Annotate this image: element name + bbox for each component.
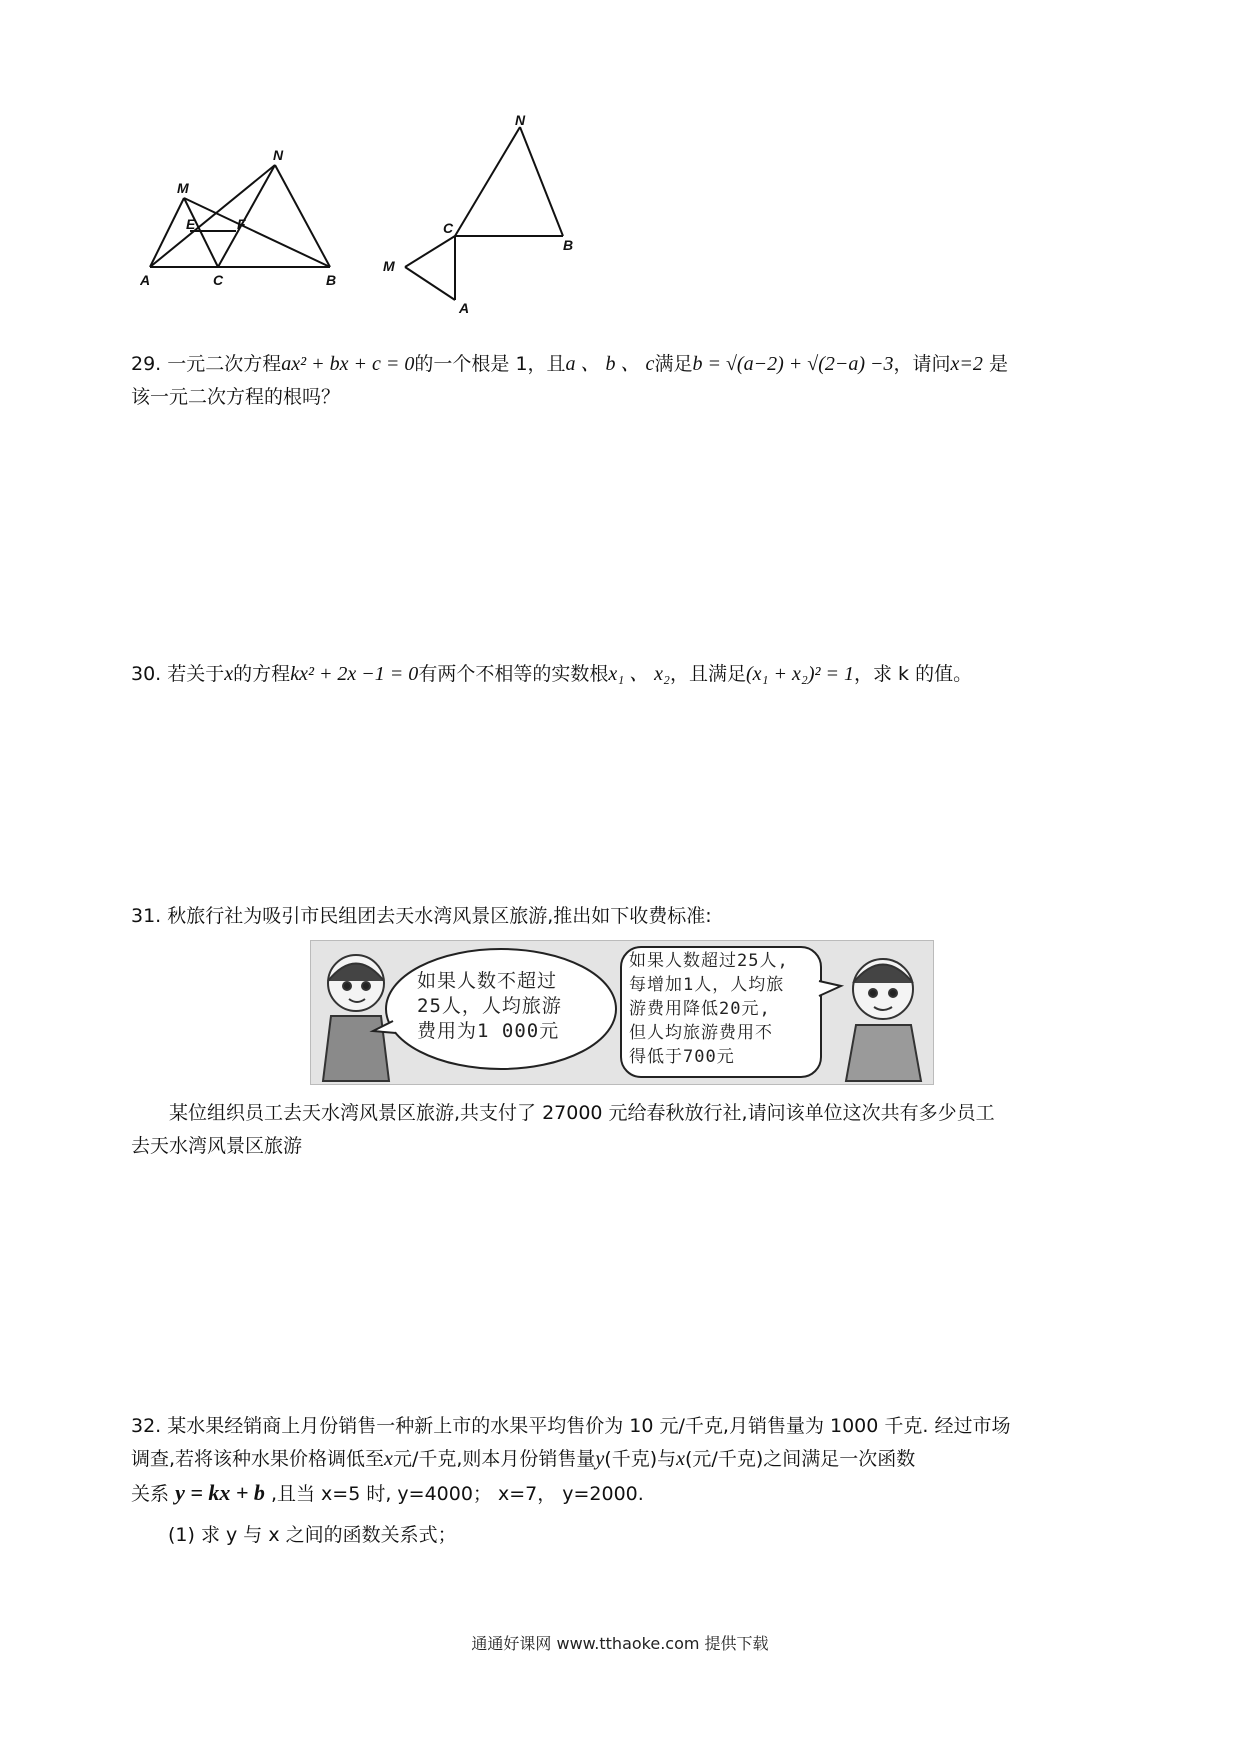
bubble-right-text: 如果人数超过25人, 每增加1人，人均旅 游费用降低20元, 但人均旅游费用不 得低于700元 (629, 951, 789, 1067)
q31-question-line1: 某位组织员工去天水湾风景区旅游,共支付了 27000 元给春秋放行社,请问该单位这次共有多少员工 (169, 1102, 995, 1124)
label-F: F (237, 216, 246, 232)
q29-line2: 该一元二次方程的根吗？ (131, 386, 341, 408)
q32-line2: 调查,若将该种水果价格调低至x元/千克,则本月份销售量y(千克)与x(元/千克)之间满足一次函数 (131, 1448, 916, 1470)
page-footer: 通通好课网 www.tthaoke.com 提供下载 (471, 1634, 769, 1653)
label-C: C (213, 272, 224, 288)
q31-question-line2: 去天水湾风景区旅游 (131, 1135, 303, 1157)
q32-line1: 32. 某水果经销商上月份销售一种新上市的水果平均售价为 10 元/千克,月销售量为 1000 千克. 经过市场 (131, 1415, 1011, 1437)
q32-subquestion-1: (1) 求 y 与 x 之间的函数关系式； (168, 1524, 457, 1546)
question-31-intro: 31. 秋旅行社为吸引市民组团去天水湾风景区旅游,推出如下收费标准: (131, 905, 712, 927)
label-E: E (186, 216, 196, 232)
label-B2: B (563, 237, 574, 253)
figure-left (140, 145, 350, 295)
label-A2: A (459, 300, 470, 315)
q29-line1: 29. 一元二次方程ax² + bx + c = 0的一个根是 1，且a 、 b 、 c满足b = √(a−2) + √(2−a) −3，请问x=2 是 (131, 353, 1008, 375)
pricing-cartoon (310, 940, 934, 1085)
question-31-body (131, 1097, 1121, 1163)
label-M: M (177, 180, 189, 196)
label-B: B (326, 272, 337, 288)
q32-line3: 关系 y = kx + b ,且当 x=5 时, y=4000； x=7， y=2000. (131, 1480, 644, 1505)
label-M2: M (383, 258, 395, 274)
boy-illustration (846, 959, 921, 1081)
question-29 (131, 348, 1121, 414)
label-C2: C (443, 220, 454, 236)
label-A: A (140, 272, 151, 288)
label-N2: N (515, 115, 526, 128)
question-30: 30. 若关于x的方程kx² + 2x −1 = 0有两个不相等的实数根x₁ 、 x₂，且满足(x₁ + x₂)² = 1，求 k 的值。 (131, 663, 973, 685)
figure-right (375, 115, 595, 315)
question-32 (131, 1410, 1121, 1511)
girl-illustration (323, 955, 389, 1081)
bubble-left-text: 如果人数不超过 25人，人均旅游 费用为1 000元 (417, 970, 562, 1042)
label-N: N (273, 147, 284, 163)
